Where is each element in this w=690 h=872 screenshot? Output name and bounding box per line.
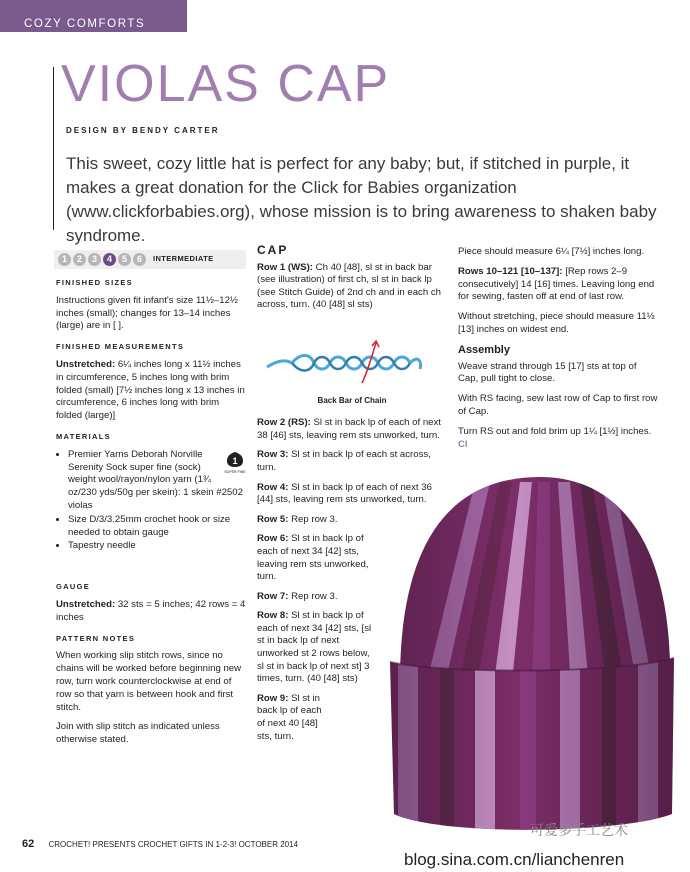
row-text: Rep row 3. [291,513,338,525]
page-title: VIOLAS CAP [61,55,391,113]
row-text: Sl st in back lp of each of next 40 [48] sts, turn. [257,692,322,742]
back-bar-diagram [262,325,437,390]
skill-level-bar [54,250,246,269]
footer-text: CROCHET! PRESENTS CROCHET GIFTS IN 1-2-3! OCTOBER 2014 [48,840,299,849]
row-label: Row 4: [257,481,289,493]
finished-measurements-paragraph [56,359,246,423]
row-text: Ch 40 [48], sl st in back bar (see illustration) of first ch, sl st in back lp (see Stitch Guide) of 2nd ch and in each ch across, turn. (40 [48] sl sts) [257,261,441,311]
row-text: [Rep rows 2–9 consecutively] 14 [16] times. Leaving long end for sewing, fasten off at end of last row. [458,265,655,303]
cap-row [257,610,379,686]
cap-row-1 [257,262,447,312]
materials-item [68,449,246,513]
pattern-note: Join with slip stitch as indicated unless otherwise stated. [56,721,220,746]
row-label: Row 6: [257,533,289,545]
pattern-notes-heading: PATTERN NOTES [56,633,136,643]
intro-paragraph: This sweet, cozy little hat is perfect for any baby; but, if stitched in purple, it makes a great donation for the Click for Babies organization (www.clickforbabies.org), whose mission is to bring awareness to shaken baby syndrome. [66,154,657,245]
unstretched-label: Unstretched: [56,358,116,370]
hat-photo [380,452,680,847]
skill-dot-2: 2 [73,253,86,266]
skill-dot-5: 5 [118,253,131,266]
assembly-step: With RS facing, sew last row of Cap to first row of Cap. [458,393,658,417]
finished-measurements-heading: FINISHED MEASUREMENTS [56,342,185,352]
cap-heading: CAP [257,243,289,257]
width-note: Without stretching, piece should measure 11½ [13] inches on widest end. [458,311,655,335]
finished-measurements-text: 6¼ inches long x 11½ inches in circumference, 5 inches long with brim folded (small) [7½ inches long x 13 inches in circumference, 6 inches long with brim folded (large)] [56,358,245,422]
row-text: Sl st in back lp of each st across, turn. [257,449,431,473]
cap-row [257,591,379,604]
page-footer [22,838,298,850]
right-column [458,246,658,458]
row-text: Rep row 3. [291,590,338,602]
row-label: Row 1 (WS): [257,261,313,273]
materials-item: • Size D/3/3.25mm crochet hook or size needed to obtain gauge [68,514,246,540]
assembly-step [458,426,658,452]
cap-row [257,693,332,743]
section-banner [0,0,187,32]
finished-sizes-text: Instructions given fit infant's size 11½–12½ inches (small); changes for 13–14 inches (large) are in [ ]. [56,294,238,332]
gauge-paragraph [56,599,246,625]
yarn-weight-number: • 1 [232,455,238,466]
section-label: COZY COMFORTS [24,18,146,30]
skill-dot-4: 4 [103,253,116,266]
row-label: Row 5: [257,513,289,525]
diagram-caption: Back Bar of Chain [317,395,387,405]
row-text: Sl st in back lp of each of next 34 [42] sts, [sl st in back lp of next unworked st 2 rows below, sl st in back lp of next st] 3 times, turn. (40 [48] sts) [257,610,372,685]
skill-dot-3: 3 [88,253,101,266]
materials-item: • Tapestry needle [68,540,246,553]
cap-row [257,533,379,583]
gauge-label: Unstretched: [56,598,116,610]
skill-dot-1: 1 [58,253,71,266]
materials-heading: MATERIALS [56,431,111,441]
byline: DESIGN BY BENDY CARTER [66,126,220,135]
rows-10-121 [458,266,658,304]
assembly-heading: Assembly [458,343,510,356]
row-text: Sl st in back lp of each of next 36 [44] sts, leaving rem sts unworked, turn. [257,481,432,506]
row-text: Sl st in back lp of each of next 34 [42] sts, leaving rem sts unworked, turn. [257,533,369,583]
finished-sizes-heading: FINISHED SIZES [56,278,133,287]
gauge-heading: GAUGE [56,582,91,592]
assembly-step: Weave strand through 15 [17] sts at top of Cap, pull tight to close. [458,360,637,385]
measure-note: Piece should measure 6¼ [7½] inches long. [458,246,645,257]
skill-dot-6: 6 [133,253,146,266]
row-label: Row 3: [257,449,289,461]
title-rule [53,67,54,230]
gauge-text: 32 sts = 5 inches; 42 rows = 4 inches [56,598,246,623]
end-mark: CI [458,438,468,450]
materials-list [56,449,246,553]
cap-row [257,417,447,442]
row-text: Sl st in back lp of each of next 38 [46] sts, leaving rem sts unworked, turn. [257,417,441,441]
blog-watermark: blog.sina.com.cn/lianchenren [404,850,625,869]
materials-item-text: Premier Yarns Deborah Norville Serenity Sock super fine (sock) weight wool/rayon/nylon yarn (1¾ oz/230 yds/50g per skein): 1 skein #2502 violas [68,448,243,511]
assembly-step-text: Turn RS out and fold brim up 1¼ [1½] inches. [458,425,652,437]
row-label: Row 9: [257,692,289,704]
yarn-weight-icon [224,451,246,475]
row-label: Row 2 (RS): [257,417,311,429]
pattern-note: When working slip stitch rows, since no chains will be worked before beginning new row, turn work counterclockwise at end of row so that yarn is between hook and first stitch. [56,650,242,713]
wechat-watermark: 可爱多手工艺术 [530,822,628,838]
yarn-weight-label: SUPER FINE [224,469,246,474]
gauge-section [56,581,246,624]
row-label: Row 8: [257,610,289,622]
row-label: Rows 10–121 [10–137]: [458,265,563,277]
row-label: Row 7: [257,590,289,602]
skill-level-label: INTERMEDIATE [153,254,214,264]
left-column [56,252,246,754]
page-number: 62 [22,838,35,850]
